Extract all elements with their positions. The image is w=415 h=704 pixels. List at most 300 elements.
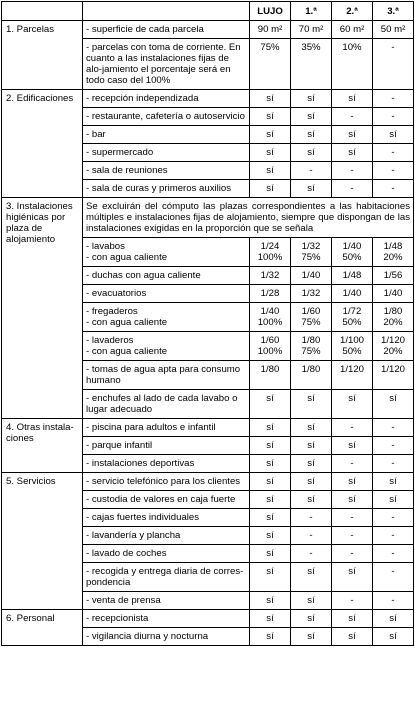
section-title: 3. Instalaciones higiénicas por plaza de alojamiento [2,198,83,419]
header-col-lujo: LUJO [250,2,291,21]
value-text: 1/48 [383,241,403,252]
value-lujo [250,473,291,491]
value-tercera [373,473,414,491]
requirement-item [83,303,250,332]
section-title: 2. Edificaciones [2,90,83,198]
requirement-label: - evacuatorios [86,288,147,299]
value-primera [291,332,332,361]
requirement-label: - piscina para adultos e infantil [86,422,216,433]
value-text: sí [266,476,274,487]
value-text: sí [266,183,274,194]
requirement-item [83,108,250,126]
value-text: 1/24 [260,241,280,252]
header-row [2,2,414,21]
value-text: - [391,548,395,559]
value-segunda [332,437,373,455]
value-text: sí [307,566,315,577]
value-tercera [373,303,414,332]
requirement-label: - con agua caliente [86,317,168,328]
value-primera [291,126,332,144]
value-text: sí [266,440,274,451]
value-text: 50% [342,346,362,357]
value-tercera [373,390,414,419]
value-lujo [250,39,291,90]
header-col-segunda: 2.ª [332,2,373,21]
value-text: 75% [260,42,280,53]
requirement-item [83,527,250,545]
value-primera [291,144,332,162]
value-lujo [250,455,291,473]
value-segunda [332,285,373,303]
section-note: Se excluirán del cómputo las plazas correspondientes a las habitaciones múltiples e instalaciones fijas de alojamiento, siempre que dispongan de las instalaciones exigidas en la proporción que se señala [83,198,414,238]
value-text: - [350,165,354,176]
value-text: 1/56 [383,270,403,281]
value-text: - [391,566,395,577]
value-segunda [332,610,373,628]
section-note-row [2,198,414,238]
requirement-label: - enchufes al lado de cada lavabo o lugar adecuado [86,393,238,415]
section-title: 1. Parcelas [2,21,83,90]
value-text: sí [307,458,315,469]
value-lujo [250,491,291,509]
value-text: - [391,512,395,523]
value-text: - [350,530,354,541]
value-tercera [373,545,414,563]
value-text: - [309,165,313,176]
value-primera [291,162,332,180]
value-segunda [332,361,373,390]
value-lujo [250,285,291,303]
value-tercera [373,419,414,437]
value-text: 1/80 [301,364,321,375]
requirement-label: - parcelas con toma de corriente. En cuanto a las instalaciones fijas de alo-jamiento el porcentaje será en todo caso del 100% [86,42,241,86]
value-text: sí [266,512,274,523]
value-text: sí [389,129,397,140]
value-segunda [332,545,373,563]
value-text: - [391,111,395,122]
requirement-item [83,437,250,455]
requirement-item [83,285,250,303]
value-text: 90 m² [257,24,283,35]
requirement-item [83,162,250,180]
value-text: sí [307,111,315,122]
requirement-item [83,419,250,437]
value-segunda [332,238,373,267]
value-primera [291,180,332,198]
value-lujo [250,437,291,455]
value-lujo [250,144,291,162]
value-text: sí [307,595,315,606]
value-text: sí [307,440,315,451]
value-primera [291,592,332,610]
requirement-item [83,39,250,90]
value-text: 20% [383,346,403,357]
value-tercera [373,238,414,267]
value-tercera [373,39,414,90]
value-primera [291,563,332,592]
value-text: sí [266,422,274,433]
value-segunda [332,592,373,610]
value-segunda [332,509,373,527]
value-text: 50% [342,252,362,263]
value-primera [291,361,332,390]
value-text: - [391,165,395,176]
value-text: - [391,422,395,433]
value-lujo [250,628,291,646]
value-primera [291,610,332,628]
value-text: sí [266,93,274,104]
requirement-label: - recepcionista [86,613,149,624]
value-text: 1/80 [383,306,403,317]
value-primera [291,491,332,509]
value-text: sí [266,613,274,624]
value-lujo [250,545,291,563]
requirement-label: - superficie de cada parcela [86,24,204,35]
value-text: - [309,512,313,523]
value-text: - [391,440,395,451]
value-lujo [250,267,291,285]
value-text: - [309,548,313,559]
value-primera [291,473,332,491]
value-primera [291,285,332,303]
value-segunda [332,455,373,473]
value-text: - [350,422,354,433]
value-text: 50% [342,317,362,328]
requirement-item [83,144,250,162]
value-tercera [373,592,414,610]
requirement-label: - sala de curas y primeros auxilios [86,183,232,194]
value-lujo [250,108,291,126]
value-text: 1/120 [380,335,405,346]
value-lujo [250,527,291,545]
value-primera [291,455,332,473]
value-segunda [332,419,373,437]
value-text: 1/32 [260,270,280,281]
value-lujo [250,332,291,361]
requirement-item [83,610,250,628]
value-text: 1/48 [342,270,362,281]
value-tercera [373,126,414,144]
requirement-label: - con agua caliente [86,252,168,263]
value-text: sí [348,566,356,577]
value-text: sí [307,183,315,194]
table-row [2,419,414,437]
value-text: sí [348,147,356,158]
value-text: sí [266,631,274,642]
value-text: 75% [301,317,321,328]
header-blank-item [83,2,250,21]
value-lujo [250,303,291,332]
value-text: - [391,458,395,469]
value-text: sí [348,613,356,624]
value-text: - [391,93,395,104]
requirement-label: - venta de prensa [86,595,161,606]
value-text: 75% [301,252,321,263]
value-primera [291,108,332,126]
value-text: sí [307,147,315,158]
value-text: 1/72 [342,306,362,317]
requirement-label: - duchas con agua caliente [86,270,201,281]
value-text: 100% [257,317,283,328]
table-row [2,90,414,108]
value-primera [291,437,332,455]
value-text: sí [389,476,397,487]
value-lujo [250,390,291,419]
requirement-label: - tomas de agua apta para consumo humano [86,364,241,386]
value-tercera [373,332,414,361]
value-primera [291,419,332,437]
value-text: 10% [342,42,362,53]
value-text: 1/80 [260,364,280,375]
requirement-label: - lavabos [86,241,125,252]
value-text: sí [266,494,274,505]
value-text: sí [389,494,397,505]
value-text: 20% [383,252,403,263]
value-text: 70 m² [298,24,324,35]
value-segunda [332,563,373,592]
value-tercera [373,509,414,527]
requirement-item [83,592,250,610]
value-primera [291,39,332,90]
value-tercera [373,563,414,592]
value-text: - [391,595,395,606]
requirement-item [83,361,250,390]
value-segunda [332,473,373,491]
value-text: 1/40 [342,288,362,299]
value-segunda [332,39,373,90]
value-primera [291,267,332,285]
value-text: 50 m² [380,24,406,35]
value-segunda [332,491,373,509]
value-lujo [250,509,291,527]
requirement-item [83,332,250,361]
value-text: 1/120 [339,364,364,375]
value-text: sí [266,165,274,176]
value-text: sí [307,613,315,624]
value-text: sí [348,440,356,451]
value-text: sí [307,494,315,505]
value-text: 1/60 [260,335,280,346]
value-text: - [350,111,354,122]
value-text: sí [307,129,315,140]
value-tercera [373,180,414,198]
value-primera [291,303,332,332]
camping-requirements-table [1,1,414,646]
section-title: 6. Personal [2,610,83,646]
value-text: sí [307,631,315,642]
value-lujo [250,180,291,198]
requirement-label: - bar [86,129,106,140]
value-lujo [250,361,291,390]
value-lujo [250,610,291,628]
value-text: 60 m² [339,24,365,35]
requirement-item [83,491,250,509]
value-segunda [332,144,373,162]
value-text: sí [348,631,356,642]
value-text: 35% [301,42,321,53]
requirement-label: - sala de reuniones [86,165,168,176]
value-segunda [332,180,373,198]
value-text: 1/32 [301,288,321,299]
value-text: sí [266,548,274,559]
value-tercera [373,361,414,390]
value-primera [291,509,332,527]
value-text: - [391,147,395,158]
value-tercera [373,90,414,108]
value-segunda [332,21,373,39]
value-text: sí [389,613,397,624]
value-lujo [250,21,291,39]
value-tercera [373,455,414,473]
requirement-item [83,563,250,592]
value-segunda [332,628,373,646]
value-text: - [391,183,395,194]
requirement-label: - con agua caliente [86,346,168,357]
value-lujo [250,592,291,610]
value-primera [291,527,332,545]
value-segunda [332,527,373,545]
requirement-label: - servicio telefónico para los clientes [86,476,241,487]
value-text: 1/80 [301,335,321,346]
value-text: sí [348,93,356,104]
value-lujo [250,126,291,144]
requirement-item [83,126,250,144]
requirement-label: - cajas fuertes individuales [86,512,200,523]
value-primera [291,90,332,108]
value-text: - [391,530,395,541]
value-text: 1/40 [260,306,280,317]
value-lujo [250,238,291,267]
requirement-item [83,455,250,473]
requirement-label: - instalaciones deportivas [86,458,195,469]
requirement-label: - recogida y entrega diaria de corres-pondencia [86,566,244,588]
value-text: - [309,530,313,541]
value-text: sí [389,393,397,404]
value-text: 1/40 [383,288,403,299]
value-tercera [373,285,414,303]
requirement-item [83,238,250,267]
value-text: 100% [257,252,283,263]
value-primera [291,21,332,39]
value-text: 100% [257,346,283,357]
value-tercera [373,437,414,455]
requirement-label: - parque infantil [86,440,153,451]
value-text: 1/100 [339,335,364,346]
value-lujo [250,419,291,437]
requirement-label: - fregaderos [86,306,138,317]
requirement-label: - lavado de coches [86,548,167,559]
value-text: 75% [301,346,321,357]
value-text: sí [389,631,397,642]
section-title: 4. Otras instala-ciones [2,419,83,473]
value-segunda [332,390,373,419]
value-text: sí [266,595,274,606]
value-primera [291,238,332,267]
value-segunda [332,267,373,285]
value-text: sí [266,566,274,577]
value-tercera [373,267,414,285]
value-lujo [250,162,291,180]
value-lujo [250,563,291,592]
value-segunda [332,108,373,126]
value-text: 1/32 [301,241,321,252]
value-text: 1/40 [301,270,321,281]
value-text: sí [266,458,274,469]
value-tercera [373,21,414,39]
requirement-label: - custodia de valores en caja fuerte [86,494,236,505]
value-text: sí [266,393,274,404]
value-tercera [373,610,414,628]
value-text: sí [307,93,315,104]
requirement-label: - restaurante, cafetería o autoservicio [86,111,245,122]
requirement-label: - lavandería y plancha [86,530,181,541]
value-segunda [332,332,373,361]
value-tercera [373,527,414,545]
requirement-item [83,509,250,527]
value-segunda [332,303,373,332]
value-tercera [373,491,414,509]
requirement-item [83,473,250,491]
requirement-item [83,180,250,198]
header-blank-category [2,2,83,21]
section-title: 5. Servicios [2,473,83,610]
value-text: - [350,458,354,469]
value-text: sí [348,494,356,505]
value-text: 1/40 [342,241,362,252]
value-segunda [332,90,373,108]
table-row [2,473,414,491]
requirement-item [83,545,250,563]
value-tercera [373,628,414,646]
value-text: sí [307,393,315,404]
value-text: 1/60 [301,306,321,317]
requirement-item [83,628,250,646]
requirement-label: - lavaderos [86,335,134,346]
value-text: 1/120 [380,364,405,375]
value-lujo [250,90,291,108]
value-segunda [332,126,373,144]
value-text: sí [307,422,315,433]
value-segunda [332,162,373,180]
value-primera [291,628,332,646]
value-text: sí [266,147,274,158]
requirement-item [83,90,250,108]
value-primera [291,390,332,419]
value-text: - [350,548,354,559]
value-tercera [373,162,414,180]
value-tercera [373,108,414,126]
requirement-item [83,21,250,39]
value-text: - [350,595,354,606]
value-text: - [391,42,395,53]
requirement-label: - recepción independizada [86,93,199,104]
value-text: sí [348,476,356,487]
requirement-label: - supermercado [86,147,154,158]
requirement-item [83,390,250,419]
header-col-primera: 1.ª [291,2,332,21]
value-text: - [350,512,354,523]
value-text: 20% [383,317,403,328]
value-text: sí [348,393,356,404]
table-row [2,21,414,39]
value-text: - [350,183,354,194]
value-text: sí [307,476,315,487]
value-tercera [373,144,414,162]
requirement-item [83,267,250,285]
value-text: sí [266,530,274,541]
value-text: 1/28 [260,288,280,299]
value-primera [291,545,332,563]
